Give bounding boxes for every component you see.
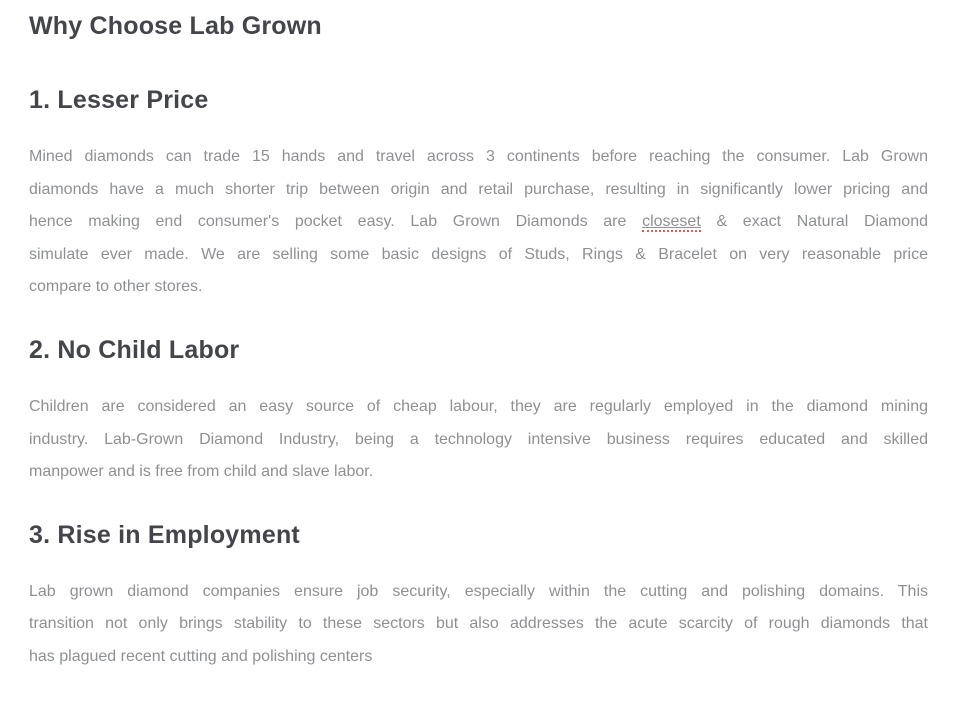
paragraph-line: has plagued recent cutting and polishing centers [29, 647, 373, 665]
paragraph-line: compare to other stores. [29, 278, 203, 296]
paragraph-line: industry. Lab-Grown Diamond Industry, being a technology intensive business requires educated and skilled [29, 430, 928, 448]
paragraph-line: Mined diamonds can trade 15 hands and travel across 3 continents before reaching the consumer. Lab Grown [29, 148, 928, 165]
section-heading-no-child-labor: 2. No Child Labor [29, 335, 240, 364]
paragraph-line: Lab grown diamond companies ensure job security, especially within the cutting and polishing domains. This [29, 582, 928, 600]
paragraph-lesser-price [29, 141, 928, 304]
paragraph-no-child-labor [29, 391, 928, 489]
paragraph-line-text: & exact Natural Diamond [700, 213, 928, 231]
paragraph-rise-in-employment [29, 576, 928, 674]
paragraph-line: diamonds have a much shorter trip between origin and retail purchase, resulting in significantly lower pricing and [29, 180, 928, 198]
misspelled-word-closeset[interactable]: closeset [642, 213, 701, 231]
paragraph-line: transition not only brings stability to these sectors but also addresses the acute scarcity of rough diamonds that [29, 615, 928, 633]
section-heading-lesser-price: 1. Lesser Price [29, 86, 209, 114]
paragraph-line [29, 206, 928, 239]
paragraph-line: simulate ever made. We are selling some basic designs of Studs, Rings & Bracelet on very reasonable price [29, 245, 928, 263]
section-heading-rise-in-employment: 3. Rise in Employment [29, 520, 300, 549]
page-title: Why Choose Lab Grown [29, 12, 322, 40]
paragraph-line: Children are considered an easy source of cheap labour, they are regularly employed in the diamond mining [29, 397, 928, 415]
paragraph-line-text: hence making end consumer's pocket easy. Lab Grown Diamonds are [29, 213, 643, 231]
paragraph-line: manpower and is free from child and slave labor. [29, 463, 374, 481]
